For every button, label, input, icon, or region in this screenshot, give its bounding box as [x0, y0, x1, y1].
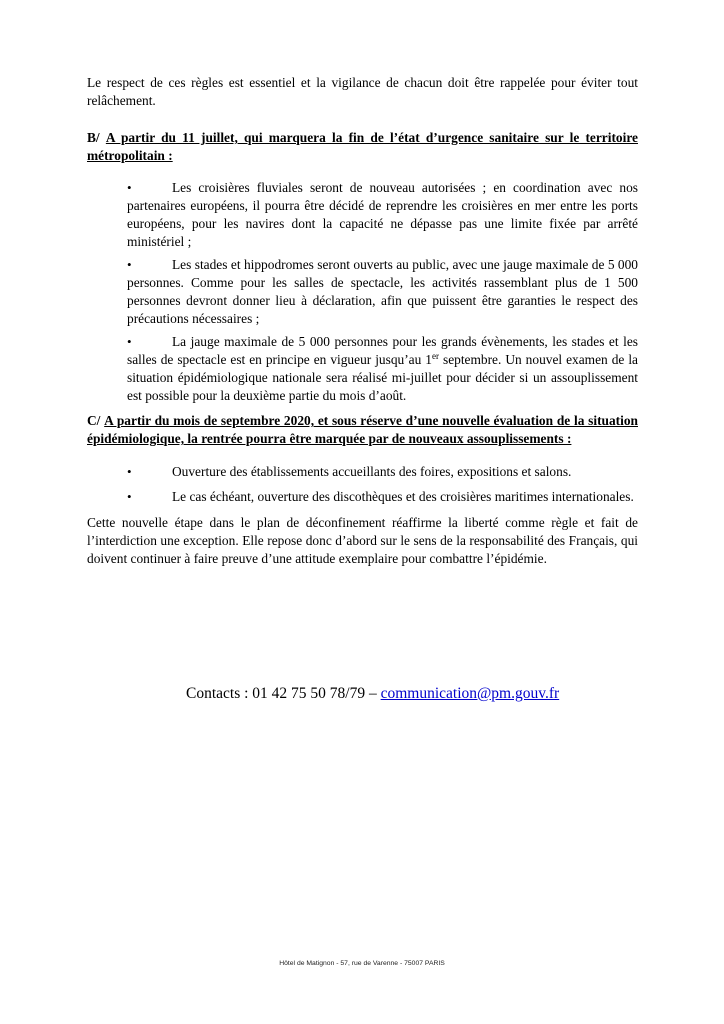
section-c-bullet: [127, 463, 638, 481]
bullet-line: La jauge maximale de 5 000 personnes pour les grands évènements, les stades et les: [172, 334, 638, 349]
bullet-text: septembre. Un nouvel examen de la: [439, 352, 638, 367]
bullet-line: Le cas échéant, ouverture des discothèques et des croisières maritimes internationales.: [172, 489, 634, 504]
section-b-bullet: [127, 179, 638, 251]
bullet-line: précautions nécessaires ;: [127, 311, 260, 326]
bullet-line: Les croisières fluviales seront de nouveau autorisées ; en coordination avec nos: [172, 180, 638, 195]
bullet-icon: •: [127, 257, 132, 272]
ordinal-superscript: er: [432, 351, 439, 361]
section-c-heading-line: A partir du mois de septembre 2020, et sous réserve d’une nouvelle évaluation de la situation: [104, 413, 638, 428]
closing-line: Cette nouvelle étape dans le plan de déconfinement réaffirme la liberté comme règle et fait de: [87, 515, 638, 530]
section-b-heading: [87, 129, 638, 165]
bullet-icon: •: [127, 334, 132, 349]
section-c-bullet: [127, 488, 638, 506]
contacts-line: [186, 684, 559, 704]
closing-paragraph: [87, 514, 638, 568]
bullet-text: salles de spectacle est en principe en vigueur jusqu’au 1: [127, 352, 432, 367]
section-b-bullet: [127, 333, 638, 405]
section-b-label: B/: [87, 130, 100, 145]
bullet-line: Ouverture des établissements accueillants des foires, expositions et salons.: [172, 464, 572, 479]
contacts-phone: Contacts : 01 42 75 50 78/79 –: [186, 685, 381, 702]
section-b-heading-line: A partir du 11 juillet, qui marquera la fin de l’état d’urgence sanitaire sur le territoire: [105, 130, 638, 145]
bullet-line: ministériel ;: [127, 234, 192, 249]
intro-paragraph: [87, 74, 638, 110]
bullet-line: personnes devront donner lieu à déclaration, afin que puissent être garanties le respect des: [127, 293, 638, 308]
bullet-icon: •: [127, 180, 132, 195]
contact-email-link[interactable]: communication@pm.gouv.fr: [380, 685, 560, 702]
section-b-heading-line: métropolitain :: [87, 148, 173, 163]
footer-address: Hôtel de Matignon - 57, rue de Varenne - 75007 PARIS: [279, 960, 445, 967]
closing-line: doivent continuer à faire preuve d’une attitude exemplaire pour combattre l’épidémie.: [87, 551, 547, 566]
bullet-line: [127, 351, 638, 369]
bullet-line: situation épidémiologique nationale sera réalisé mi-juillet pour décider si un assouplissement: [127, 370, 638, 385]
bullet-line: personnes. Comme pour les salles de spectacle, les activités rassemblant plus de 1 500: [127, 275, 638, 290]
section-b-bullet: [127, 256, 638, 328]
intro-line: Le respect de ces règles est essentiel et la vigilance de chacun doit être rappelée pour éviter tout: [87, 75, 638, 90]
intro-line: relâchement.: [87, 93, 156, 108]
bullet-icon: •: [127, 489, 132, 504]
bullet-icon: •: [127, 464, 132, 479]
bullet-line: Les stades et hippodromes seront ouverts au public, avec une jauge maximale de 5 000: [172, 257, 638, 272]
bullet-line: partenaires européens, il pourra être décidé de reprendre les croisières en mer entre les ports: [127, 198, 638, 213]
bullet-line: européens, pour les navires dont la capacité ne dépasse pas une limite fixée par arrêté: [127, 216, 638, 231]
section-c-heading-line: épidémiologique, la rentrée pourra être marquée par de nouveaux assouplissements :: [87, 431, 572, 446]
section-c-label: C/: [87, 413, 101, 428]
section-c-heading: [87, 412, 638, 448]
closing-line: l’interdiction une exception. Elle repose donc d’abord sur le sens de la responsabilité des Français, qui: [87, 533, 638, 548]
bullet-line: est possible pour la deuxième partie du mois d’août.: [127, 388, 407, 403]
